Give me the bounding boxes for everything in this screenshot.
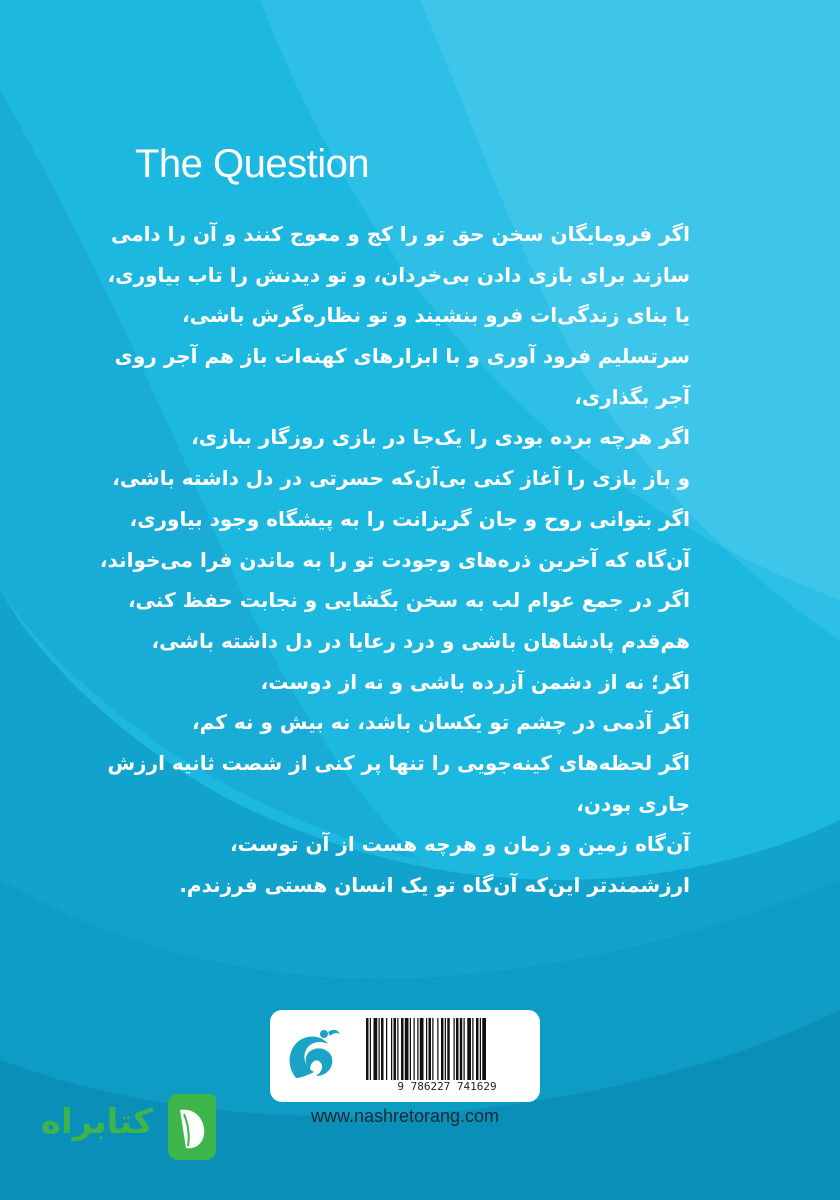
poem-line: اگر هرچه برده بودی را یک‌جا در بازی روزگار ببازی، — [191, 425, 690, 450]
poem-line: یا بنای زندگی‌ات فرو بنشیند و تو نظاره‌گرش باشی، — [182, 303, 690, 328]
poem-line: اگر بتوانی روح و جان گریزانت را به پیشگاه وجود بیاوری، — [129, 506, 690, 531]
cover-title: The Question — [135, 142, 370, 186]
poem-line: اگر لحظه‌های کینه‌جویی را تنها پر کنی از شصت ثانیه ارزش — [107, 750, 690, 775]
barcode-panel — [270, 1010, 540, 1102]
poem-line: آجر بگذاری، — [574, 384, 690, 409]
store-brand-name: کتابراه — [40, 1102, 154, 1142]
poem-line: اگر آدمی در چشم تو یکسان باشد، نه بیش و نه کم، — [191, 710, 690, 735]
store-brand-logo[interactable] — [38, 1088, 218, 1168]
poem-line: ارزشمندتر این‌که آن‌گاه تو یک انسان هستی فرزندم. — [179, 873, 690, 897]
bird-logo-icon — [276, 1020, 348, 1092]
book-leaf-icon — [160, 1092, 218, 1162]
isbn-number: 9 786227 741629 — [397, 1080, 497, 1093]
poem-line: اگر؛ نه از دشمن آزرده باشی و نه از دوست، — [260, 669, 690, 694]
poem-line: سازند برای بازی دادن بی‌خردان، و تو دیدنش را تاب بیاوری، — [107, 262, 690, 287]
poem-line: سرتسلیم فرود آوری و با ابزارهای کهنه‌ات باز هم آجر روی — [114, 344, 690, 369]
publisher-website[interactable]: www.nashretorang.com — [310, 1106, 500, 1126]
poem-text — [99, 214, 690, 906]
poem-line: آن‌گاه که آخرین ذره‌های وجودت تو را به ماندن فرا می‌خواند، — [99, 547, 690, 572]
barcode — [362, 1018, 532, 1094]
poem-line: آن‌گاه زمین و زمان و هرچه هست از آن توست، — [230, 832, 690, 857]
poem-line: هم‌قدم پادشاهان باشی و درد رعایا در دل داشته باشی، — [151, 628, 690, 653]
poem-line: اگر در جمع عوام لب به سخن بگشایی و نجابت حفظ کنی، — [127, 588, 690, 613]
poem-line: اگر فرومایگان سخن حق تو را کج و معوج کنند و آن را دامی — [110, 222, 690, 246]
poem-line: و باز بازی را آغاز کنی بی‌آن‌که حسرتی در دل داشته باشی، — [112, 466, 690, 491]
barcode-bars — [362, 1018, 532, 1080]
poem-line: جاری بودن، — [576, 791, 690, 816]
